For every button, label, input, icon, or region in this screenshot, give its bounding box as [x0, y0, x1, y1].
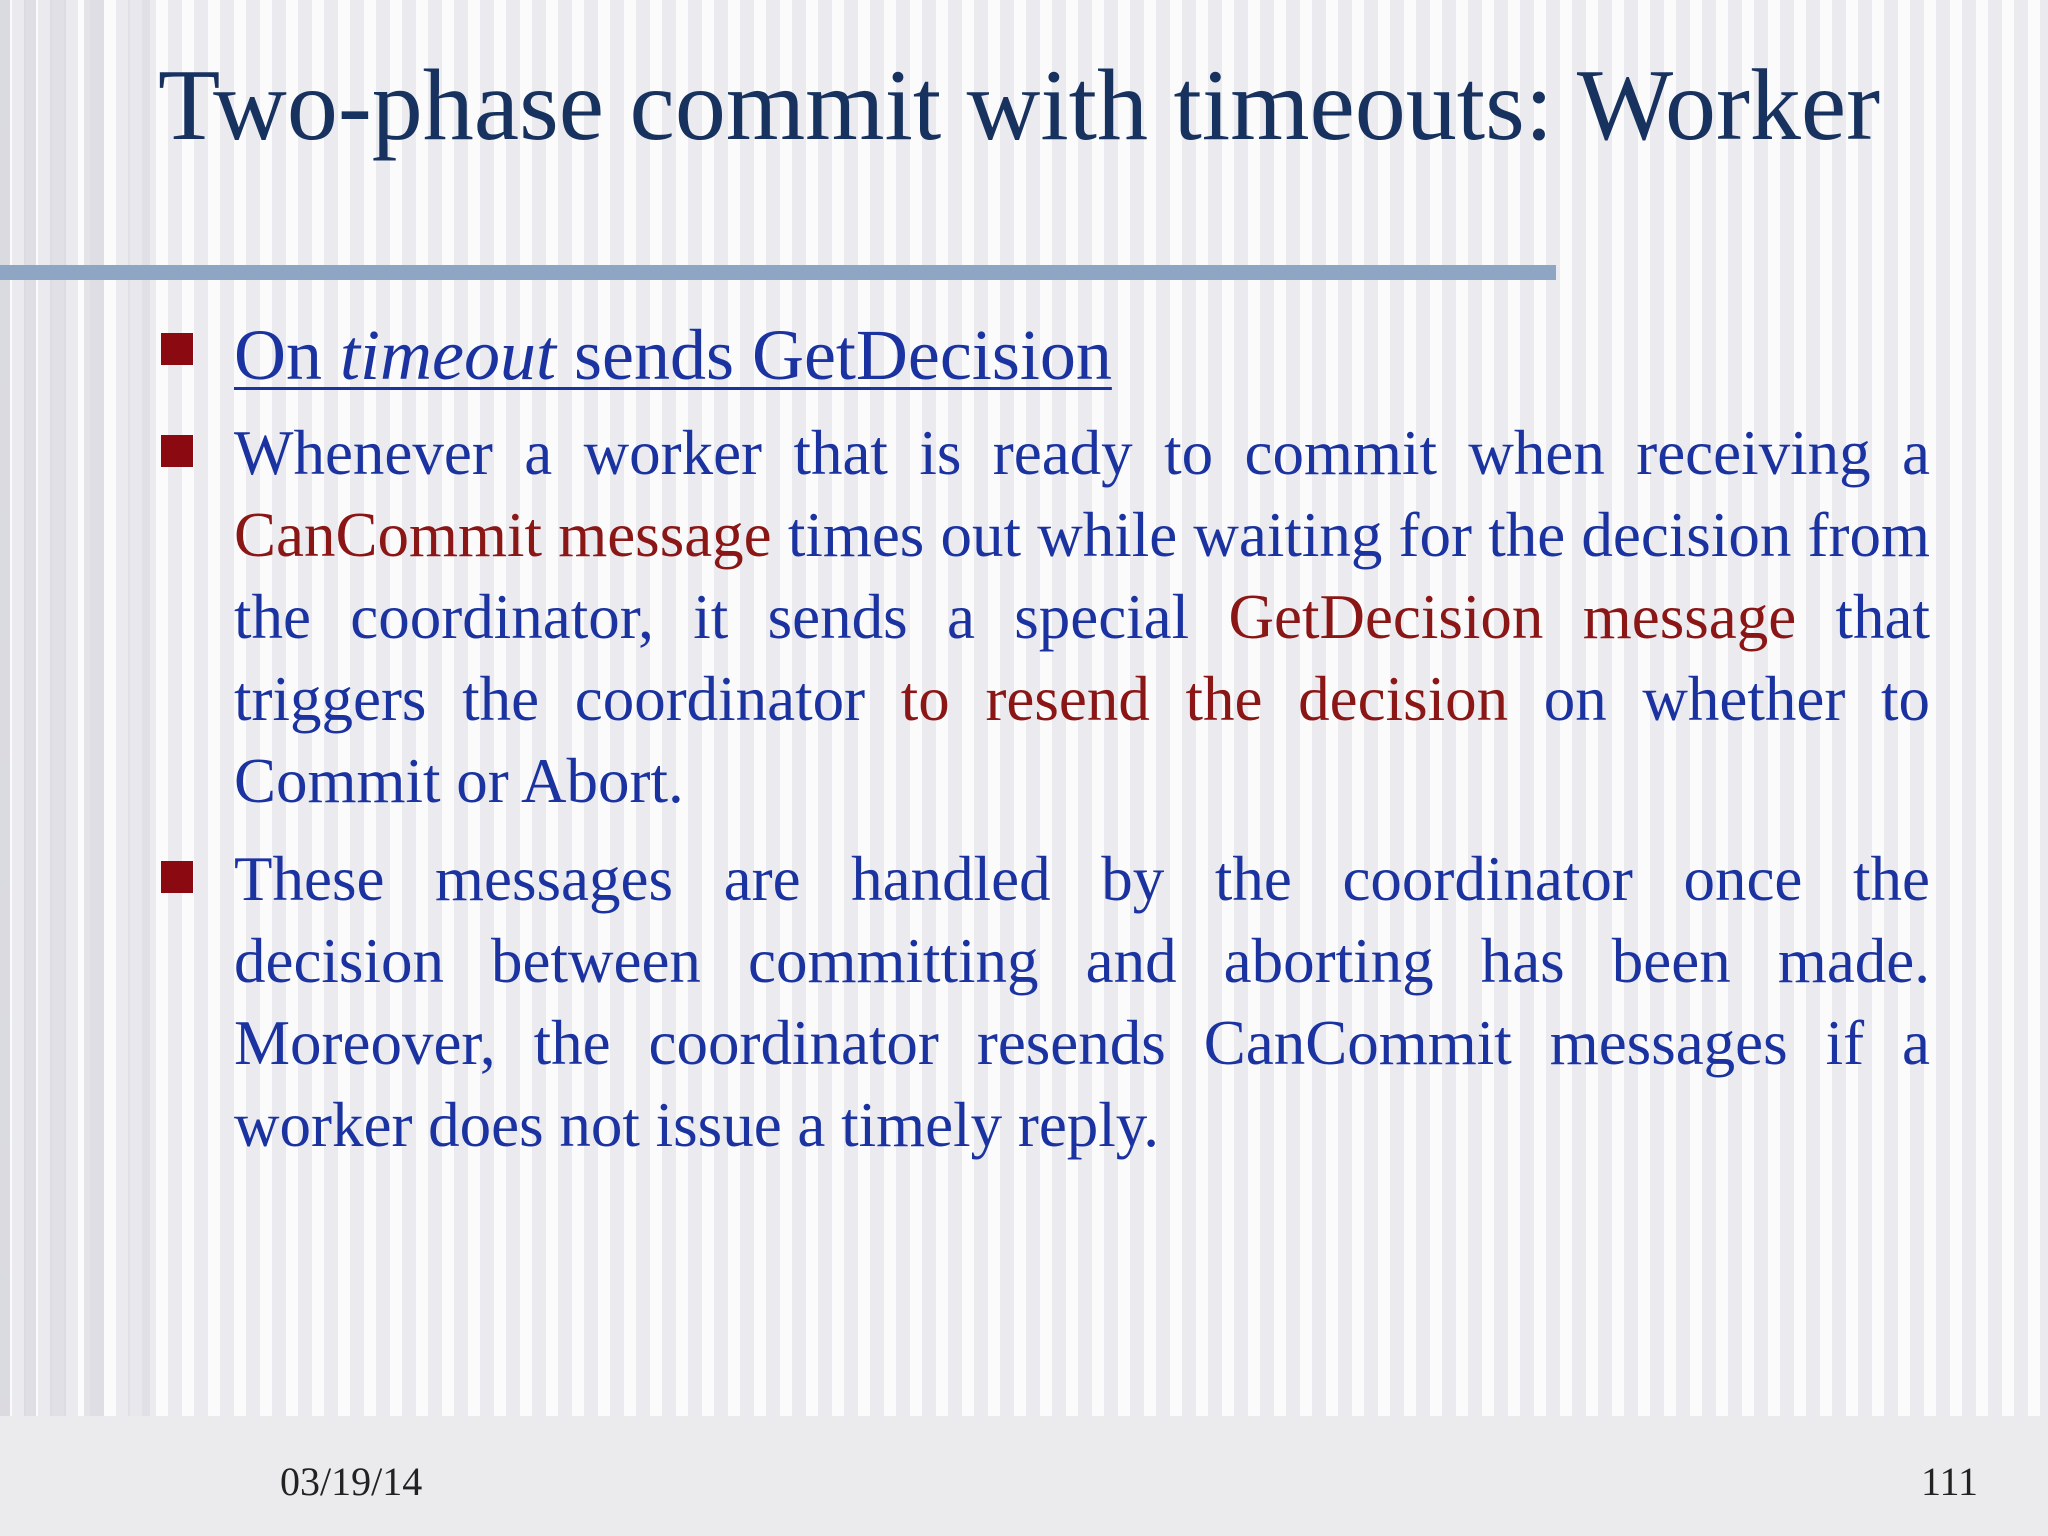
square-bullet-icon: [161, 435, 193, 467]
bullet-heading: [234, 315, 1112, 395]
bullet-text: times out while waiting for the decision from the coordinator, it sends a special: [234, 500, 1930, 652]
title-divider: [0, 265, 1556, 280]
bullet-text: that triggers the coordinator: [234, 582, 1930, 734]
highlight-cancommit: CanCommit message: [234, 500, 772, 570]
bullet-text: Whenever a worker that is ready to commit when receiving a: [234, 418, 1930, 488]
highlight-resend: to resend the decision: [900, 664, 1509, 734]
square-bullet-icon: [161, 861, 193, 893]
bullet-text-line: Moreover, the coordinator resends CanCommit messages if a worker does not issue a timely reply.: [234, 1008, 1930, 1160]
bullet-text-pre: On: [234, 315, 340, 395]
footer-date: 03/19/14: [280, 1459, 423, 1504]
page-number: 111: [1920, 1459, 1978, 1504]
bullet-text: on whether to Commit or Abort.: [234, 664, 1930, 816]
bullet-item-coordinator: [160, 838, 1930, 1166]
bullet-item-worker: [160, 412, 1930, 822]
bullet-item-timeout: [160, 308, 1930, 402]
bullet-text-emphasis: timeout: [340, 315, 556, 395]
highlight-getdecision: GetDecision message: [1228, 582, 1797, 652]
bullet-text-post: sends GetDecision: [555, 315, 1112, 395]
slide-title: Two-phase commit with timeouts: Worker: [158, 49, 1881, 162]
bullet-text-line: decision between committing and aborting has been made.: [234, 926, 1930, 996]
bullet-list: [160, 308, 1930, 1166]
square-bullet-icon: [161, 333, 193, 365]
bullet-text-line: These messages are handled by the coordinator once the: [234, 844, 1930, 914]
